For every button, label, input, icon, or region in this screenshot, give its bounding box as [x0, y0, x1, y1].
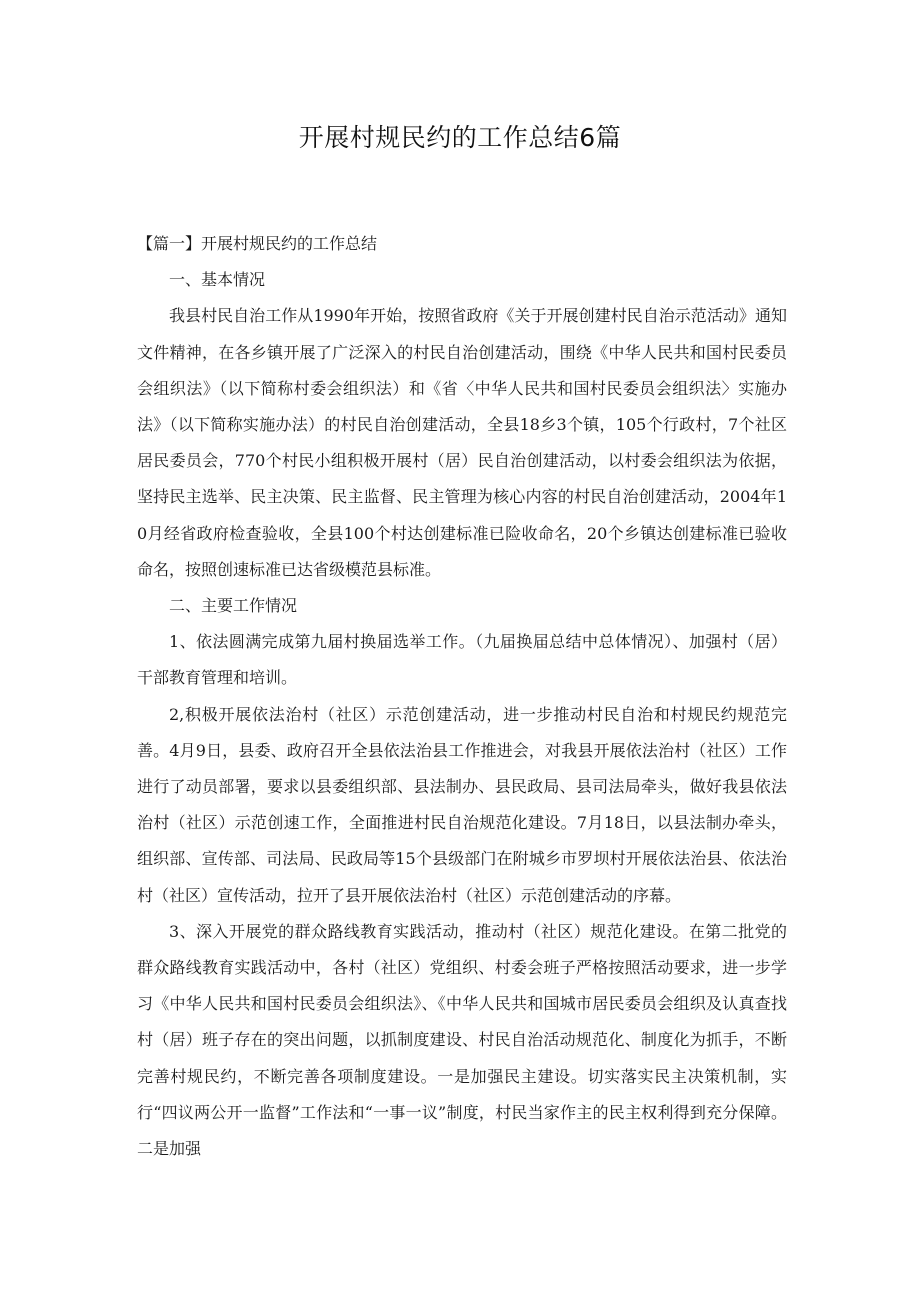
- paragraph-item-1: 1、依法圆满完成第九届村换届选举工作。（九届换届总结中总体情况）、加强村（居）干部教育管理和培训。: [137, 632, 787, 688]
- paragraph-item-3: 3、深入开展党的群众路线教育实践活动，推动村（社区）规范化建设。在第二批党的群众路线教育实践活动中，各村（社区）党组织、村委会班子严格按照活动要求，进一步学习《中华人民共和国村民委员会组织法》、《中华人民共和国城市居民委员会组织及认真查找村（居）班子存在的突出问题，以抓制度建设、村民自治活动规范化、制度化为抓手，不断完善村规民约，不断完善各项制度建设。一是加强民主建设。切实落实民主决策机制，实行“四议两公开一监督”工作法和“一事一议”制度，村民当家作主的民主权利得到充分保障。二是加强: [137, 921, 787, 1159]
- paragraph-basic-situation: 我县村民自治工作从1990年开始，按照省政府《关于开展创建村民自治示范活动》通知文件精神，在各乡镇开展了广泛深入的村民自治创建活动，围绕《中华人民共和国村民委员会组织法》（以下简称村委会组织法）和《省〈中华人民共和国村民委员会组织法〉实施办法》（以下简称实施办法）的村民自治创建活动，全县18乡3个镇，105个行政村，7个社区居民委员会，770个村民小组积极开展村（居）民自治创建活动，以村委会组织法为依据，坚持民主选举、民主决策、民主监督、民主管理为核心内容的村民自治创建活动，2004年10月经省政府检查验收，全县100个村达创建标准已险收命名，20个乡镇达创建标准已验收命名，按照创速标准已达省级模范县标准。: [137, 306, 787, 579]
- section-title: 【篇一】开展村规民约的工作总结: [137, 234, 378, 253]
- document-body: [137, 226, 787, 1167]
- paragraph-item-2: 2,积极开展依法治村（社区）示范创建活动，进一步推动村民自治和村规民约规范完善。4月9日，县委、政府召开全县依法治县工作推进会，对我县开展依法治村（社区）工作进行了动员部署，要求以县委组织部、县法制办、县民政局、县司法局牵头，做好我县依法治村（社区）示范创速工作，全面推进村民自治规范化建设。7月18日，以县法制办牵头，组织部、宣传部、司法局、民政局等15个县级部门在附城乡市罗坝村开展依法治县、依法治村（社区）宣传活动，拉开了县开展依法治村（社区）示范创建活动的序幕。: [137, 704, 787, 905]
- document-title: 开展村规民约的工作总结6篇: [298, 123, 622, 152]
- heading-main-work: 二、主要工作情况: [169, 596, 298, 616]
- heading-basic-situation: 一、基本情况: [169, 270, 266, 290]
